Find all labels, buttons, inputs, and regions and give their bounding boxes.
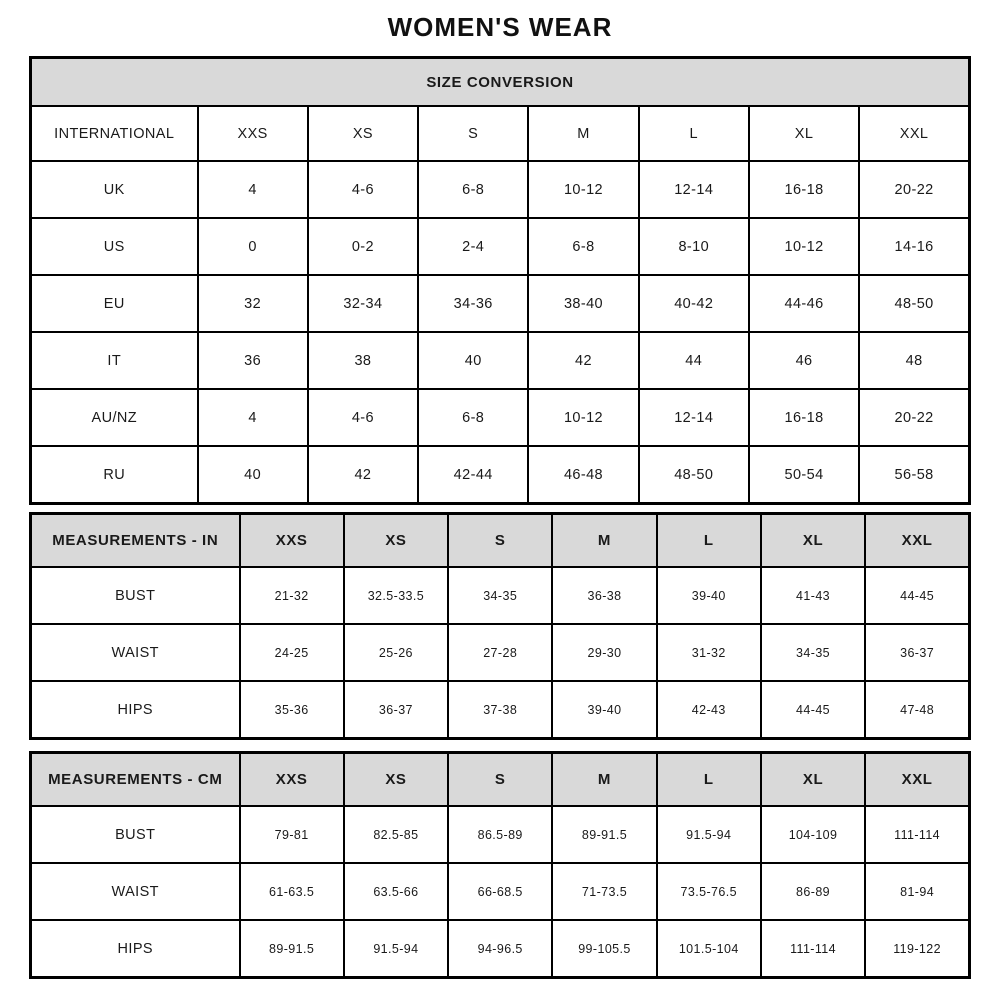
value-cell: 111-114 <box>865 806 969 863</box>
value-cell: 39-40 <box>552 681 656 739</box>
value-cell: 44-45 <box>865 567 969 624</box>
value-cell: 50-54 <box>749 446 859 504</box>
value-cell: 16-18 <box>749 389 859 446</box>
value-cell: 86.5-89 <box>448 806 552 863</box>
size-header-cell: XXL <box>865 753 969 807</box>
size-header-cell: XXS <box>198 106 308 161</box>
value-cell: 21-32 <box>240 567 344 624</box>
value-cell: 14-16 <box>859 218 969 275</box>
value-cell: 12-14 <box>639 161 749 218</box>
value-cell: 4 <box>198 389 308 446</box>
value-cell: 40 <box>198 446 308 504</box>
table-gap <box>0 505 1000 512</box>
row-label-cell: WAIST <box>31 624 240 681</box>
value-cell: 4-6 <box>308 389 418 446</box>
value-cell: 32.5-33.5 <box>344 567 448 624</box>
value-cell: 2-4 <box>418 218 528 275</box>
value-cell: 56-58 <box>859 446 969 504</box>
value-cell: 79-81 <box>240 806 344 863</box>
value-cell: 61-63.5 <box>240 863 344 920</box>
value-cell: 8-10 <box>639 218 749 275</box>
value-cell: 34-35 <box>761 624 865 681</box>
table-row <box>31 332 970 389</box>
value-cell: 0-2 <box>308 218 418 275</box>
value-cell: 37-38 <box>448 681 552 739</box>
value-cell: 73.5-76.5 <box>657 863 761 920</box>
header-label-cell: MEASUREMENTS - CM <box>31 753 240 807</box>
size-header-cell: M <box>552 514 656 568</box>
value-cell: 81-94 <box>865 863 969 920</box>
value-cell: 4-6 <box>308 161 418 218</box>
value-cell: 6-8 <box>418 389 528 446</box>
value-cell: 48-50 <box>639 446 749 504</box>
measurements-cm-table <box>29 751 971 979</box>
size-header-cell: XL <box>749 106 859 161</box>
value-cell: 27-28 <box>448 624 552 681</box>
value-cell: 44-45 <box>761 681 865 739</box>
value-cell: 119-122 <box>865 920 969 978</box>
value-cell: 91.5-94 <box>657 806 761 863</box>
value-cell: 42-44 <box>418 446 528 504</box>
value-cell: 6-8 <box>418 161 528 218</box>
size-header-cell: S <box>448 753 552 807</box>
value-cell: 71-73.5 <box>552 863 656 920</box>
value-cell: 20-22 <box>859 161 969 218</box>
value-cell: 40-42 <box>639 275 749 332</box>
value-cell: 42 <box>308 446 418 504</box>
table-row <box>31 806 970 863</box>
value-cell: 104-109 <box>761 806 865 863</box>
value-cell: 32 <box>198 275 308 332</box>
value-cell: 42-43 <box>657 681 761 739</box>
value-cell: 42 <box>528 332 638 389</box>
size-header-cell: XS <box>344 514 448 568</box>
value-cell: 10-12 <box>528 161 638 218</box>
value-cell: 91.5-94 <box>344 920 448 978</box>
value-cell: 111-114 <box>761 920 865 978</box>
row-label-cell: WAIST <box>31 863 240 920</box>
table-header-row <box>31 514 970 568</box>
size-conversion-table <box>29 56 971 505</box>
table-gap <box>0 740 1000 751</box>
value-cell: 34-36 <box>418 275 528 332</box>
value-cell: 46 <box>749 332 859 389</box>
value-cell: 10-12 <box>528 389 638 446</box>
row-label-cell: EU <box>31 275 198 332</box>
header-label-cell: MEASUREMENTS - IN <box>31 514 240 568</box>
value-cell: 46-48 <box>528 446 638 504</box>
value-cell: 36-38 <box>552 567 656 624</box>
value-cell: 39-40 <box>657 567 761 624</box>
row-label-cell: IT <box>31 332 198 389</box>
header-label-cell: INTERNATIONAL <box>31 106 198 161</box>
row-label-cell: BUST <box>31 567 240 624</box>
table-row <box>31 389 970 446</box>
value-cell: 44-46 <box>749 275 859 332</box>
value-cell: 48 <box>859 332 969 389</box>
value-cell: 89-91.5 <box>552 806 656 863</box>
value-cell: 12-14 <box>639 389 749 446</box>
value-cell: 41-43 <box>761 567 865 624</box>
value-cell: 10-12 <box>749 218 859 275</box>
table-row <box>31 567 970 624</box>
size-header-cell: S <box>418 106 528 161</box>
size-header-cell: L <box>657 753 761 807</box>
value-cell: 40 <box>418 332 528 389</box>
value-cell: 16-18 <box>749 161 859 218</box>
value-cell: 32-34 <box>308 275 418 332</box>
value-cell: 38 <box>308 332 418 389</box>
value-cell: 48-50 <box>859 275 969 332</box>
value-cell: 29-30 <box>552 624 656 681</box>
value-cell: 34-35 <box>448 567 552 624</box>
table-banner-row <box>31 58 970 107</box>
size-header-cell: XXL <box>859 106 969 161</box>
value-cell: 101.5-104 <box>657 920 761 978</box>
table-banner: SIZE CONVERSION <box>31 58 970 107</box>
value-cell: 94-96.5 <box>448 920 552 978</box>
size-header-cell: M <box>528 106 638 161</box>
value-cell: 36 <box>198 332 308 389</box>
table-row <box>31 920 970 978</box>
size-header-cell: M <box>552 753 656 807</box>
size-header-cell: L <box>657 514 761 568</box>
value-cell: 99-105.5 <box>552 920 656 978</box>
size-header-cell: XL <box>761 753 865 807</box>
row-label-cell: US <box>31 218 198 275</box>
value-cell: 36-37 <box>865 624 969 681</box>
table-header-row <box>31 106 970 161</box>
page-title: WOMEN'S WEAR <box>387 12 613 42</box>
table-row <box>31 218 970 275</box>
value-cell: 38-40 <box>528 275 638 332</box>
table-row <box>31 624 970 681</box>
size-header-cell: L <box>639 106 749 161</box>
value-cell: 47-48 <box>865 681 969 739</box>
value-cell: 24-25 <box>240 624 344 681</box>
value-cell: 89-91.5 <box>240 920 344 978</box>
size-header-cell: S <box>448 514 552 568</box>
value-cell: 82.5-85 <box>344 806 448 863</box>
table-row <box>31 681 970 739</box>
row-label-cell: RU <box>31 446 198 504</box>
table-row <box>31 446 970 504</box>
value-cell: 86-89 <box>761 863 865 920</box>
row-label-cell: UK <box>31 161 198 218</box>
value-cell: 4 <box>198 161 308 218</box>
row-label-cell: HIPS <box>31 920 240 978</box>
measurements-in-table <box>29 512 971 740</box>
table-header-row <box>31 753 970 807</box>
row-label-cell: HIPS <box>31 681 240 739</box>
value-cell: 44 <box>639 332 749 389</box>
value-cell: 6-8 <box>528 218 638 275</box>
size-header-cell: XS <box>308 106 418 161</box>
value-cell: 31-32 <box>657 624 761 681</box>
size-header-cell: XS <box>344 753 448 807</box>
value-cell: 0 <box>198 218 308 275</box>
size-header-cell: XXS <box>240 514 344 568</box>
table-row <box>31 275 970 332</box>
value-cell: 36-37 <box>344 681 448 739</box>
value-cell: 63.5-66 <box>344 863 448 920</box>
table-row <box>31 863 970 920</box>
value-cell: 20-22 <box>859 389 969 446</box>
row-label-cell: BUST <box>31 806 240 863</box>
size-header-cell: XL <box>761 514 865 568</box>
table-row <box>31 161 970 218</box>
size-header-cell: XXS <box>240 753 344 807</box>
row-label-cell: AU/NZ <box>31 389 198 446</box>
value-cell: 35-36 <box>240 681 344 739</box>
value-cell: 66-68.5 <box>448 863 552 920</box>
value-cell: 25-26 <box>344 624 448 681</box>
size-header-cell: XXL <box>865 514 969 568</box>
